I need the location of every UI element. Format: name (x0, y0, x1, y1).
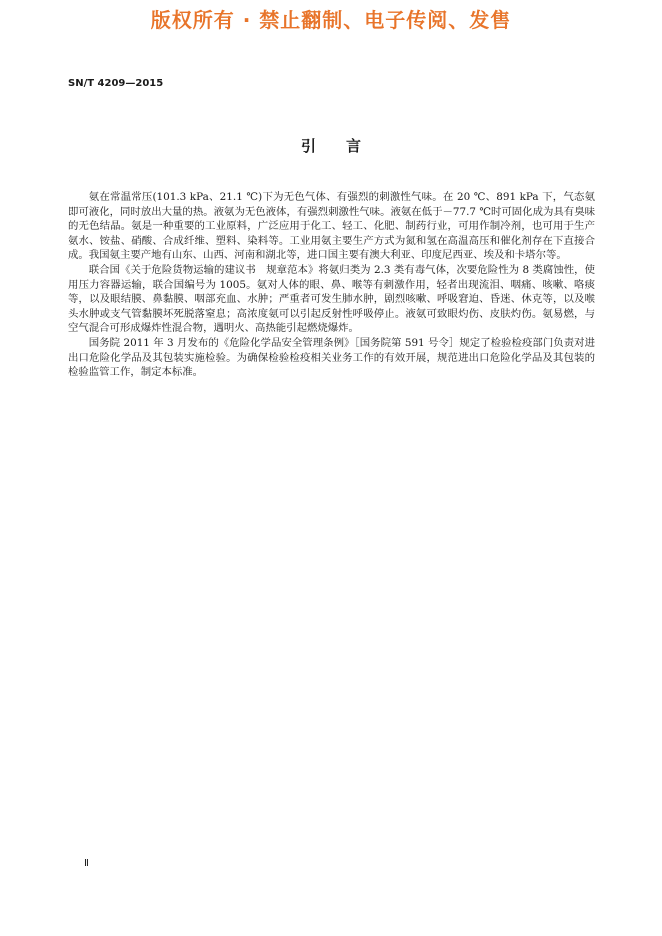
paragraph: 联合国《关于危险货物运输的建议书 规章范本》将氨归类为 2.3 类有毒气体，次要危险性为 8 类腐蚀性，使用压力容器运输，联合国编号为 1005。氨对人体的眼、鼻、喉等有刺激作用，轻者出现流泪、咽痛、咳嗽、咯痰等，以及眼结膜、鼻黏膜、咽部充血、水肿；严重者可发生肺水肿，剧烈咳嗽、呼吸窘迫、昏迷、休克等，以及喉头水肿或支气管黏膜坏死脱落窒息；高浓度氨可以引起反射性呼吸停止。液氨可致眼灼伤、皮肤灼伤。氨易燃，与空气混合可形成爆炸性混合物，遇明火、高热能引起燃烧爆炸。 (68, 263, 595, 335)
paragraph: 氨在常温常压(101.3 kPa、21.1 ℃)下为无色气体、有强烈的刺激性气味。在 20 ℃、891 kPa 下，气态氨即可液化，同时放出大量的热。液氨为无色液体，有强烈刺激性气味。液氨在低于－77.7 ℃时可固化成为具有臭味的无色结晶。氨是一种重要的工业原料，广泛应用于化工、轻工、化肥、制药行业，可用作制冷剂，也可用于生产氨水、铵盐、硝酸、合成纤维、塑料、染料等。工业用氨主要生产方式为氮和氢在高温高压和催化剂存在下直接合成。我国氨主要产地有山东、山西、河南和湖北等，进口国主要有澳大利亚、印度尼西亚、埃及和卡塔尔等。 (68, 191, 595, 262)
page-number: Ⅱ (84, 858, 89, 869)
copyright-watermark: 版权所有 · 禁止翻制、电子传阅、发售 (150, 8, 512, 32)
standard-number: SN/T 4209—2015 (68, 78, 164, 89)
section-title: 引言 (300, 137, 391, 155)
body-text (68, 190, 595, 380)
paragraph: 国务院 2011 年 3 月发布的《危险化学品安全管理条例》［国务院第 591 号令］规定了检验检疫部门负责对进出口危险化学品及其包装实施检验。为确保检验检疫相关业务工作的有效开展，规范进出口危险化学品及其包装的检验监管工作，制定本标准。 (68, 336, 595, 379)
